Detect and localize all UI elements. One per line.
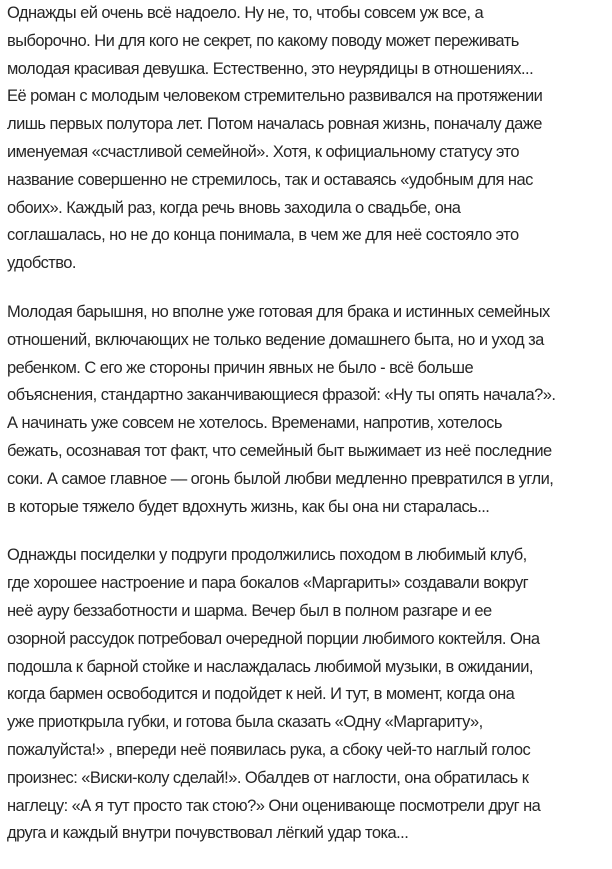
text-line: озорной рассудок потребовал очередной порции любимого коктейля. Она (7, 629, 540, 648)
text-line: обоих». Каждый раз, когда речь вновь заходила о свадьбе, она (7, 198, 461, 217)
text-line: объяснения, стандартно заканчивающиеся фразой: «Ну ты опять начала?». (7, 386, 556, 405)
paragraph (7, 299, 612, 521)
text-line: выборочно. Ни для кого не секрет, по какому поводу может переживать (7, 31, 519, 50)
text-line: ребенком. С его же стороны причин явных не было - всё больше (7, 358, 474, 377)
text-line: Однажды посиделки у подруги продолжились походом в любимый клуб, (7, 546, 527, 565)
text-line: именуемая «счастливой семейной». Хотя, к официальному статусу это (7, 142, 519, 161)
text-line: произнес: «Виски-колу сделай!». Обалдев от наглости, она обратилась к (7, 768, 529, 787)
text-line: Молодая барышня, но вполне уже готовая для брака и истинных семейных (7, 302, 550, 321)
paragraph (7, 0, 612, 278)
text-line: неё ауру беззаботности и шарма. Вечер был в полном разгаре и ее (7, 601, 492, 620)
text-line: где хорошее настроение и пара бокалов «Маргариты» создавали вокруг (7, 574, 529, 593)
text-line: когда бармен освободится и подойдет к ней. И тут, в момент, когда она (7, 685, 515, 704)
text-line: Её роман с молодым человеком стремительно развивался на протяжении (7, 87, 543, 106)
text-line: лишь первых полутора лет. Потом началась ровная жизнь, поначалу даже (7, 115, 542, 134)
paragraph (7, 542, 612, 848)
text-line: отношений, включающих не только ведение домашнего быта, но и уход за (7, 330, 544, 349)
text-line: бежать, осознавая тот факт, что семейный быт выжимает из неё последние (7, 441, 552, 460)
text-line: название совершенно не стремилось, так и оставаясь «удобным для нас (7, 170, 533, 189)
text-line: наглецу: «А я тут просто так стою?» Они оценивающе посмотрели друг на (7, 796, 541, 815)
text-line: соглашалась, но не до конца понимала, в чем же для неё состояло это (7, 226, 519, 245)
text-line: в которые тяжело будет вдохнуть жизнь, как бы она ни старалась... (7, 497, 490, 516)
text-line: друга и каждый внутри почувствовал лёгкий удар тока... (7, 824, 409, 843)
article-body (7, 0, 612, 869)
text-line: Однажды ей очень всё надоело. Ну не, то, чтобы совсем уж все, а (7, 4, 484, 22)
text-line: удобство. (7, 254, 76, 273)
text-line: А начинать уже совсем не хотелось. Временами, напротив, хотелось (7, 414, 502, 433)
text-line: пожалуйста!» , впереди неё появилась рука, а сбоку чей-то наглый голос (7, 740, 531, 759)
text-line: молодая красивая девушка. Естественно, это неурядицы в отношениях... (7, 59, 534, 78)
text-line: уже приоткрыла губки, и готова была сказать «Одну «Маргариту», (7, 713, 483, 732)
text-line: соки. А самое главное — огонь былой любви медленно превратился в угли, (7, 469, 554, 488)
text-line: подошла к барной стойке и наслаждалась любимой музыки, в ожидании, (7, 657, 533, 676)
